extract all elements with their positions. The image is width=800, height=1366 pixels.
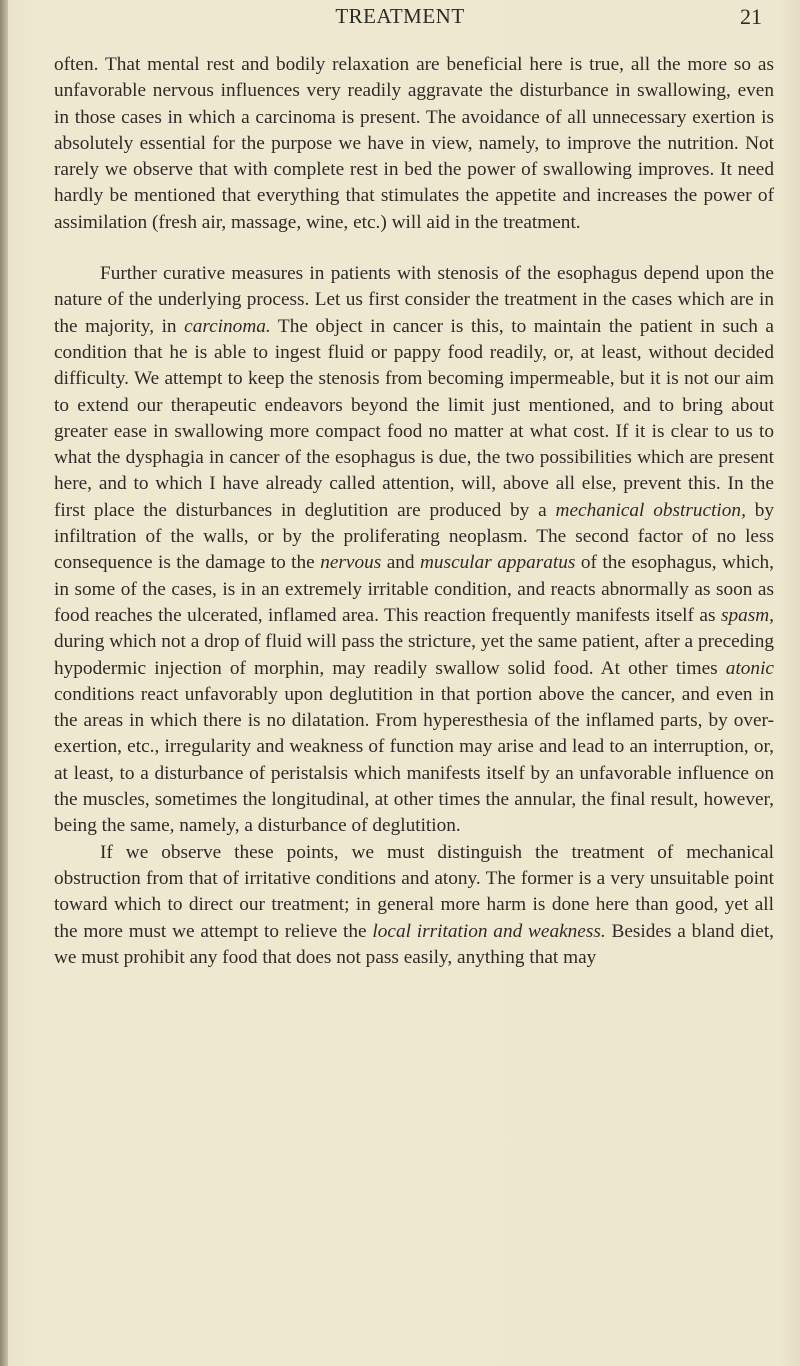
text-segment: conditions react unfavorably upon deglutition in that portion above the cancer, and even in the areas in which there is no dilatation. From hyperesthesia of the inflamed parts, by over-exertion, etc., irregularity and weakness of function may arise and lead to an interruption, or, at least, to a disturbance of peristalsis which manifests itself by an unfavorable influence on the muscles, sometimes the longitudinal, at other times the annular, the final result, however, being the same, namely, a disturbance of deglutition. <box>54 683 774 837</box>
text-segment: during which not a drop of fluid will pass the stricture, yet the same patient, after a preceding hypodermic injection of morphin, may readily swallow solid food. At other times <box>54 631 774 679</box>
italic-term: carcinoma. <box>184 315 271 337</box>
paragraph-continuation <box>54 52 774 236</box>
body-text <box>54 52 774 971</box>
text-segment: Further curative measures in patients with stenosis of the esophagus depend upon the nature of the underlying process. Let us first consider the treatment in the cases which are in the majority, in <box>54 263 774 337</box>
text-segment: If we observe these points, we must distinguish the treatment of mechanical obstruction from that of irritative conditions and atony. The former is a very unsuitable point toward which to direct our treatment; in general more harm is done here than good, yet all the more must we attempt to relieve the <box>54 841 774 942</box>
paragraph-distinguish-treatment <box>54 840 774 971</box>
text-segment: The object in cancer is this, to maintain the patient in such a condition that he is able to ingest fluid or pappy food readily, or, at least, without decided difficulty. We attempt to keep the stenosis from becoming impermeable, but it is not our aim to extend our therapeutic endeavors beyond the limit just mentioned, and to bring about greater ease in swallowing more compact food no matter at what cost. If it is clear to us to what the dysphagia in cancer of the esophagus is due, the two possibilities which are present here, and to which I have already called attention, will, above all else, prevent this. In the first place the disturbances in deglutition are produced by a <box>54 315 774 521</box>
italic-term: nervous <box>320 552 382 574</box>
italic-term: spasm, <box>720 604 774 626</box>
page-number: 21 <box>740 4 762 29</box>
paragraph-curative-measures <box>54 261 774 840</box>
text-segment: Besides a bland diet, we must prohibit any food that does not pass easily, anything that may <box>54 920 774 968</box>
running-head: TREATMENT <box>335 4 465 28</box>
binding-edge <box>0 0 8 1366</box>
italic-term: local irritation and weakness. <box>372 920 606 942</box>
text-segment: by infiltration of the walls, or by the proliferating neoplasm. The second factor of no less consequence is the damage to the <box>54 499 774 574</box>
page-header <box>0 4 800 34</box>
text-segment: often. That mental rest and bodily relaxation are beneficial here is true, all the more so as unfavorable nervous influences very readily aggravate the disturbance in swallowing, even in those cases in which a carcinoma is present. The avoidance of all unnecessary exertion is absolutely essential for the purpose we have in view, namely, to improve the nutrition. Not rarely we observe that with complete rest in bed the power of swallowing improves. It need hardly be mentioned that everything that stimulates the appetite and increases the power of assimilation (fresh air, massage, wine, etc.) will aid in the treatment. <box>54 54 774 233</box>
italic-term: muscular apparatus <box>420 552 576 574</box>
italic-term: atonic <box>725 657 774 679</box>
text-segment: and <box>381 552 420 574</box>
text-segment: of the esophagus, which, in some of the cases, is in an extremely irritable condition, and reacts abnormally as soon as food reaches the ulcerated, inflamed area. This reaction frequently manifests itself as <box>54 552 774 626</box>
italic-term: mechanical obstruction, <box>555 499 746 521</box>
